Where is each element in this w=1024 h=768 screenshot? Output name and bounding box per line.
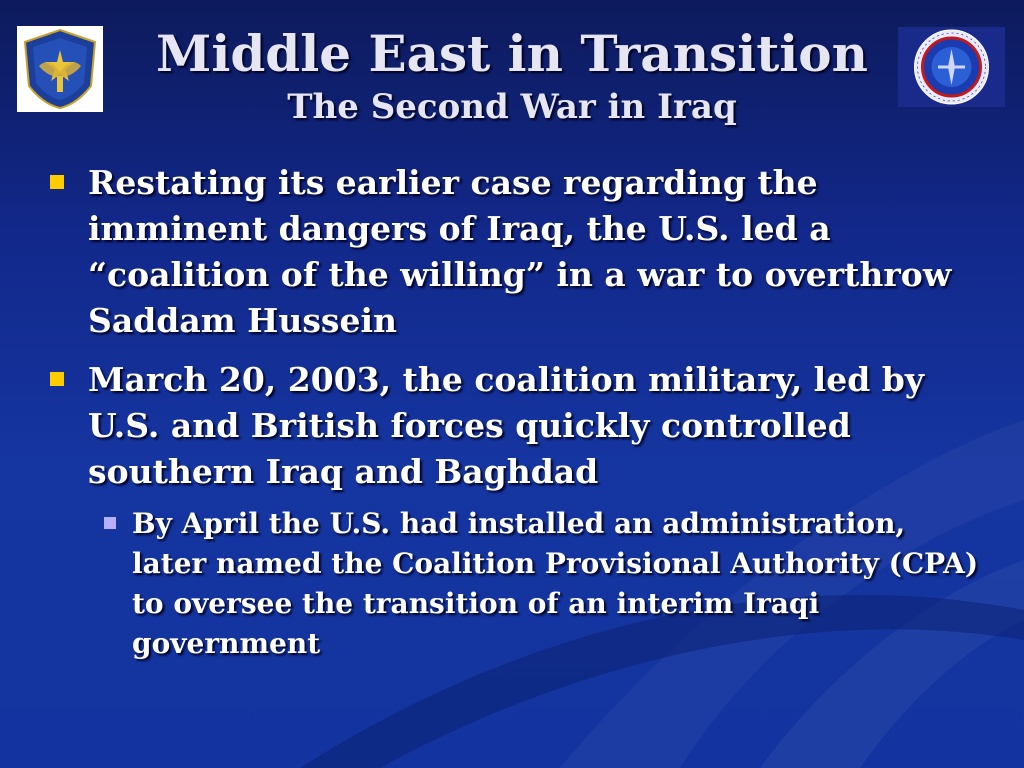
slide-subtitle: The Second War in Iraq xyxy=(287,87,737,127)
bullet-item xyxy=(88,160,968,344)
bullet-text: Restating its earlier case regarding the imminent dangers of Iraq, the U.S. led a “coalition of the willing” in a war to overthrow Saddam Hussein xyxy=(88,163,952,340)
square-bullet-icon xyxy=(50,372,64,386)
bullet-item xyxy=(88,357,968,495)
blue-aces-logo xyxy=(898,27,1005,107)
sub-bullet-item xyxy=(132,504,982,664)
slide-title: Middle East in Transition xyxy=(156,24,868,83)
square-bullet-icon xyxy=(50,175,64,189)
air-force-jrotc-logo xyxy=(17,26,103,112)
wichita-high-school-east-blue-aces-emblem-icon xyxy=(898,27,1005,107)
air-force-jrotc-emblem-icon xyxy=(17,26,103,112)
bullet-text: March 20, 2003, the coalition military, led by U.S. and British forces quickly controlled southern Iraq and Baghdad xyxy=(88,360,925,491)
bullet-text: By April the U.S. had installed an administration, later named the Coalition Provisional Authority (CPA) to oversee the transition of an interim Iraqi government xyxy=(132,507,979,660)
square-sub-bullet-icon xyxy=(104,517,116,529)
